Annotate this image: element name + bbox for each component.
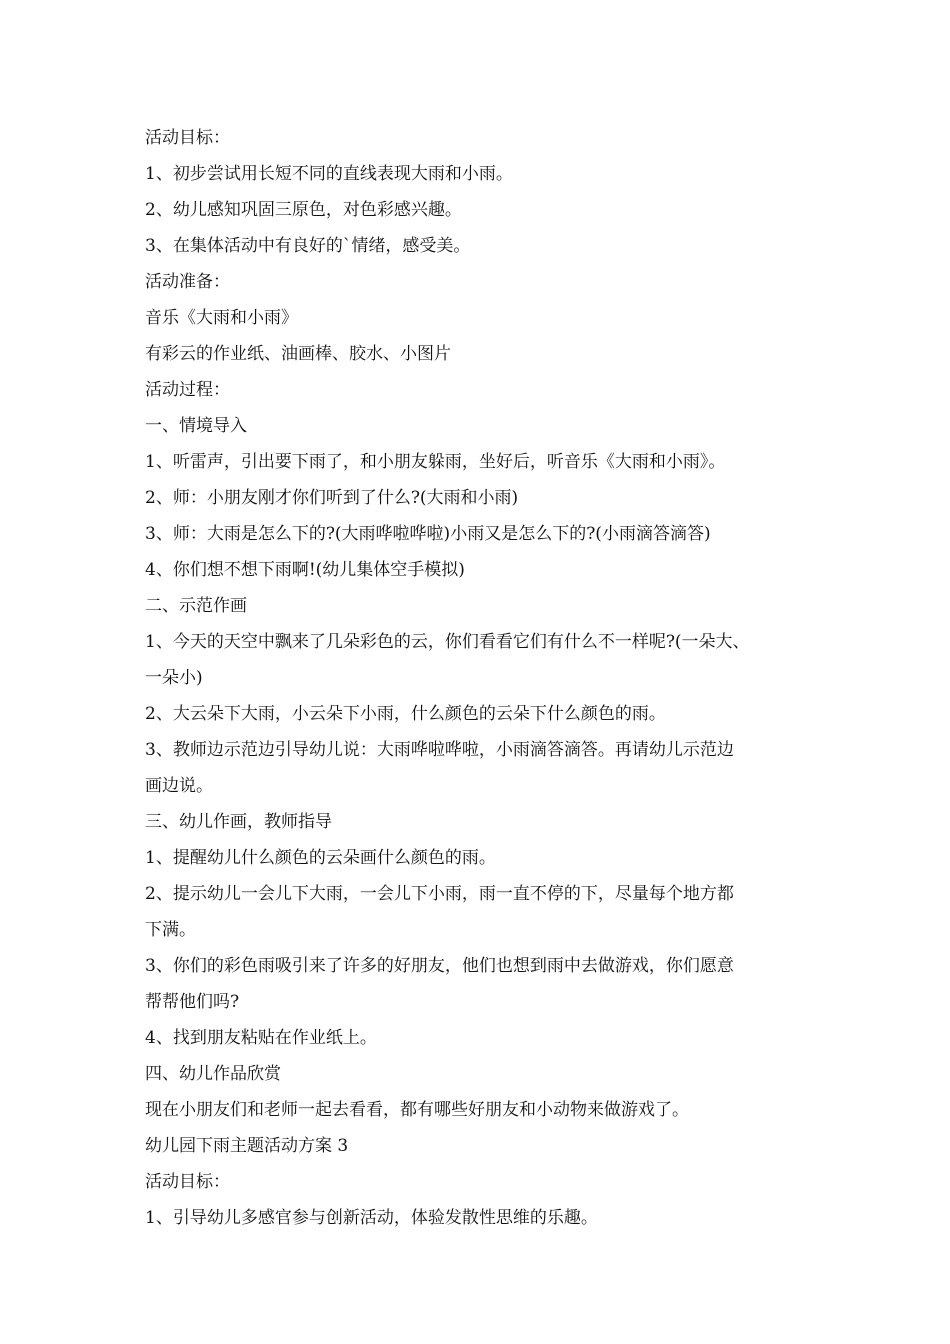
- section-heading: 活动目标：: [145, 1172, 230, 1192]
- text-line: 1、今天的天空中飘来了几朵彩色的云，你们看看它们有什么不一样呢?(一朵大、: [145, 632, 750, 652]
- document-body: [145, 120, 825, 1236]
- subsection-heading: 四、幼儿作品欣赏: [145, 1064, 281, 1084]
- text-line: 下满。: [145, 920, 196, 940]
- text-line: 1、提醒幼儿什么颜色的云朵画什么颜色的雨。: [145, 848, 496, 868]
- text-line: 2、大云朵下大雨，小云朵下小雨，什么颜色的云朵下什么颜色的雨。: [145, 704, 666, 724]
- text-line: 2、师：小朋友刚才你们听到了什么?(大雨和小雨): [145, 488, 519, 508]
- section-heading: 活动过程：: [145, 380, 230, 400]
- text-line: 帮帮他们吗?: [145, 992, 240, 1012]
- text-line: 2、幼儿感知巩固三原色，对色彩感兴趣。: [145, 200, 462, 220]
- text-line: 画边说。: [145, 776, 213, 796]
- text-line: 有彩云的作业纸、油画棒、胶水、小图片: [145, 344, 451, 364]
- text-line: 3、师：大雨是怎么下的?(大雨哗啦哗啦)小雨又是怎么下的?(小雨滴答滴答): [145, 524, 711, 544]
- section-heading: 活动目标：: [145, 128, 230, 148]
- subsection-heading: 二、示范作画: [145, 596, 247, 616]
- text-line: 1、引导幼儿多感官参与创新活动，体验发散性思维的乐趣。: [145, 1208, 598, 1228]
- text-line: 3、教师边示范边引导幼儿说：大雨哗啦哗啦，小雨滴答滴答。再请幼儿示范边: [145, 740, 734, 760]
- text-line: 3、你们的彩色雨吸引来了许多的好朋友，他们也想到雨中去做游戏，你们愿意: [145, 956, 734, 976]
- text-line: 4、找到朋友粘贴在作业纸上。: [145, 1028, 377, 1048]
- text-line: 一朵小): [145, 668, 203, 688]
- text-line: 4、你们想不想下雨啊!(幼儿集体空手模拟): [145, 560, 465, 580]
- text-line: 2、提示幼儿一会儿下大雨，一会儿下小雨，雨一直不停的下，尽量每个地方都: [145, 884, 734, 904]
- subsection-heading: 三、幼儿作画，教师指导: [145, 812, 332, 832]
- subsection-heading: 一、情境导入: [145, 416, 247, 436]
- text-line: 1、初步尝试用长短不同的直线表现大雨和小雨。: [145, 164, 513, 184]
- text-line: 音乐《大雨和小雨》: [145, 308, 298, 328]
- section-heading: 活动准备：: [145, 272, 230, 292]
- document-title: 幼儿园下雨主题活动方案 3: [145, 1136, 349, 1156]
- text-line: 1、听雷声，引出要下雨了，和小朋友躲雨，坐好后，听音乐《大雨和小雨》。: [145, 452, 726, 472]
- text-line: 现在小朋友们和老师一起去看看，都有哪些好朋友和小动物来做游戏了。: [145, 1100, 689, 1120]
- text-line: 3、在集体活动中有良好的`情绪，感受美。: [145, 236, 471, 256]
